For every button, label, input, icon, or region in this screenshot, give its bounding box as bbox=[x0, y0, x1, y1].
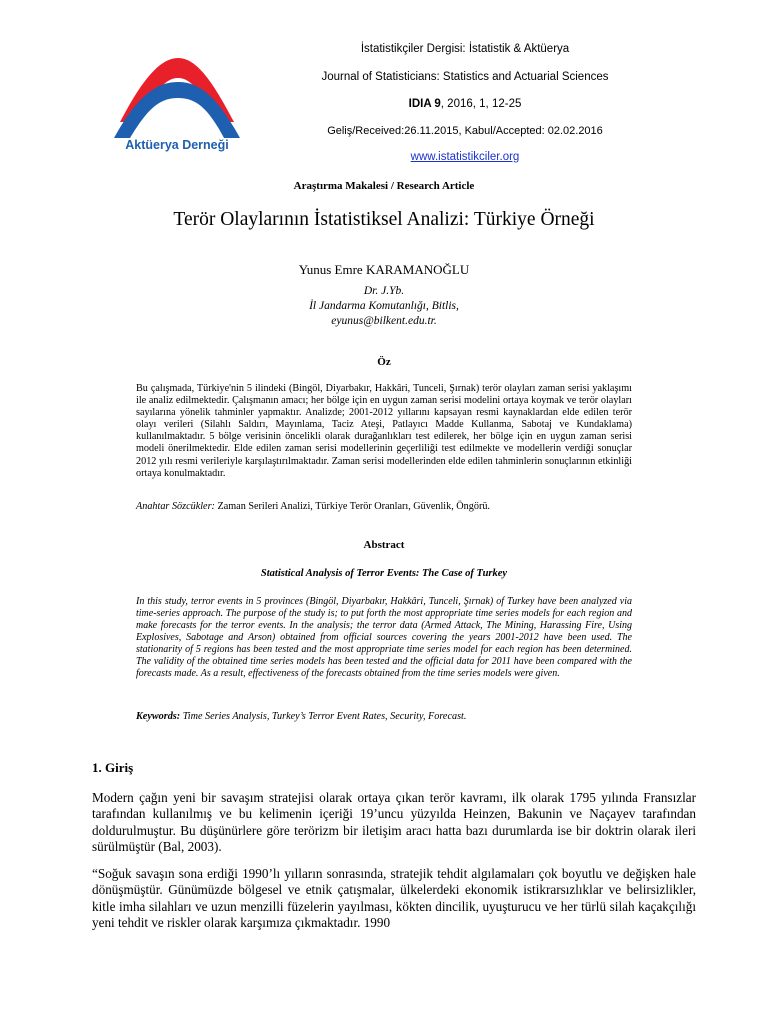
oz-keywords-list: Zaman Serileri Analizi, Türkiye Terör Oranları, Güvenlik, Öngörü. bbox=[214, 501, 490, 512]
intro-paragraph-2: “Soğuk savaşın sona erdiği 1990’lı yılların sonrasında, stratejik tehdit algılamaları çok boyutlu ve değişken hale dönüşmüştür. Günümüzde bölgesel ve etnik çatışmalar, ülkelerdeki ekonomik istikrarsızlıklar ve belirsizlikler, kitle imha silahları ve uzun menzilli füzelerin yayılması, kökten dincilik, uyuşturucu ve her türlü silah kaçakçılığı yeni tehdit ve riskler olarak karşımıza çıkmaktadır. 1990 bbox=[92, 866, 696, 930]
journal-name-en: Journal of Statisticians: Statistics and Actuarial Sciences bbox=[321, 71, 609, 83]
oz-text: Bu çalışmada, Türkiye'nin 5 ilindeki (Bingöl, Diyarbakır, Hakkâri, Tunceli, Şırnak) terör olayları zaman serisi yaklaşımı ile analiz edilmektedir. Çalışmanın amacı; her bölge için en uygun zaman serisi modelini ortaya koymak ve terör olayları sayılarına yönelik tahminler yapmaktır. Analizde; 2001-2012 yıllarını kapsayan resmi kaynaklardan elde edilen terör olayı verileri (Silahlı Saldırı, Mayınlama, Taciz Ateşi, Patlayıcı Madde Kullanma, Sabotaj ve Kundaklama) kullanılmaktadır. 5 bölge verisinin öncelikli olarak durağanlıkları test edilerek, her bölge için en uygun zaman serisi modeli önerilmektedir. Elde edilen zaman serisi modellerinin geçerliliği test edilmekte ve modellerin verdiği sonuçlar 2012 yılı resmi verileriyle karşılaştırılmaktadır. Zaman serisi modellerinden elde edilen tahminlerin sonuçlarının etkinliği ortaya konulmaktadır. bbox=[136, 383, 632, 479]
journal-volume bbox=[270, 98, 660, 110]
logo-text: Aktüerya Derneği bbox=[125, 138, 229, 152]
logo-arch-icon bbox=[112, 52, 242, 142]
abstract-keywords-label: Keywords: bbox=[136, 711, 181, 722]
author-title: Dr. J.Yb. bbox=[363, 285, 405, 297]
oz-keywords-label: Anahtar Sözcükler: bbox=[136, 501, 215, 512]
received-accepted-dates: Geliş/Received:26.11.2015, Kabul/Accepted: 02.02.2016 bbox=[327, 125, 603, 137]
association-logo bbox=[112, 52, 242, 164]
oz-keywords bbox=[136, 501, 656, 512]
oz-heading: Öz bbox=[377, 356, 391, 368]
author-name: Yunus Emre KARAMANOĞLU bbox=[298, 262, 470, 277]
abstract-heading: Abstract bbox=[363, 539, 405, 551]
abstract-keywords bbox=[136, 711, 656, 722]
article-type: Araştırma Makalesi / Research Article bbox=[293, 180, 475, 192]
journal-website bbox=[270, 151, 660, 163]
abstract-keywords-list: Time Series Analysis, Turkey’s Terror Event Rates, Security, Forecast. bbox=[180, 711, 467, 722]
journal-name-tr: İstatistikçiler Dergisi: İstatistik & Aktüerya bbox=[360, 43, 570, 55]
author-affiliation: İl Jandarma Komutanlığı, Bitlis, bbox=[309, 300, 459, 312]
page-title: Terör Olaylarının İstatistiksel Analizi: Türkiye Örneği bbox=[173, 209, 595, 230]
abstract-text: In this study, terror events in 5 provinces (Bingöl, Diyarbakır, Hakkâri, Tunceli, Şırnak) of Turkey have been analyzed via time-series approach. The purpose of the study is; to put forth the most appropriate time series models for each region and make forecasts for the terror events. In the analysis; the terror data (Armed Attack, The Mining, Harassing Fire, Using Explosives, Sabotage and Arson) obtained from official sources covering the years 2001-2012 have been used. The stationarity of 5 regions has been tested and the most appropriate time series model for each region has been determined. The validity of the obtained time series models has been tested and the official data for 2011 have been compared with the forecasts made. As a result, effectiveness of the forecasts obtained from the time series models were given. bbox=[136, 596, 632, 679]
abstract-title: Statistical Analysis of Terror Events: The Case of Turkey bbox=[260, 568, 508, 579]
website-link[interactable]: www.istatistikciler.org bbox=[410, 151, 520, 163]
volume-bold: IDIA 9 bbox=[408, 98, 441, 110]
volume-rest: , 2016, 1, 12-25 bbox=[440, 98, 522, 110]
intro-paragraph-1: Modern çağın yeni bir savaşım stratejisi olarak ortaya çıkan terör kavramı, ilk olarak 1795 yılında Fransızlar tarafından kullanılmış ve bu kelimenin içeriği 19’uncu yüzyılda Heinzen, Bakunin ve Naçayev tarafından doldurulmuştur. Bu düşünürlere göre terörizm bir iletişim aracı hatta bazı durumlarda ise bir doktrin olarak ileri sürülmüştür (Bal, 2003). bbox=[92, 790, 696, 854]
section-heading-giris: 1. Giriş bbox=[92, 760, 134, 775]
author-email: eyunus@bilkent.edu.tr. bbox=[331, 315, 437, 327]
